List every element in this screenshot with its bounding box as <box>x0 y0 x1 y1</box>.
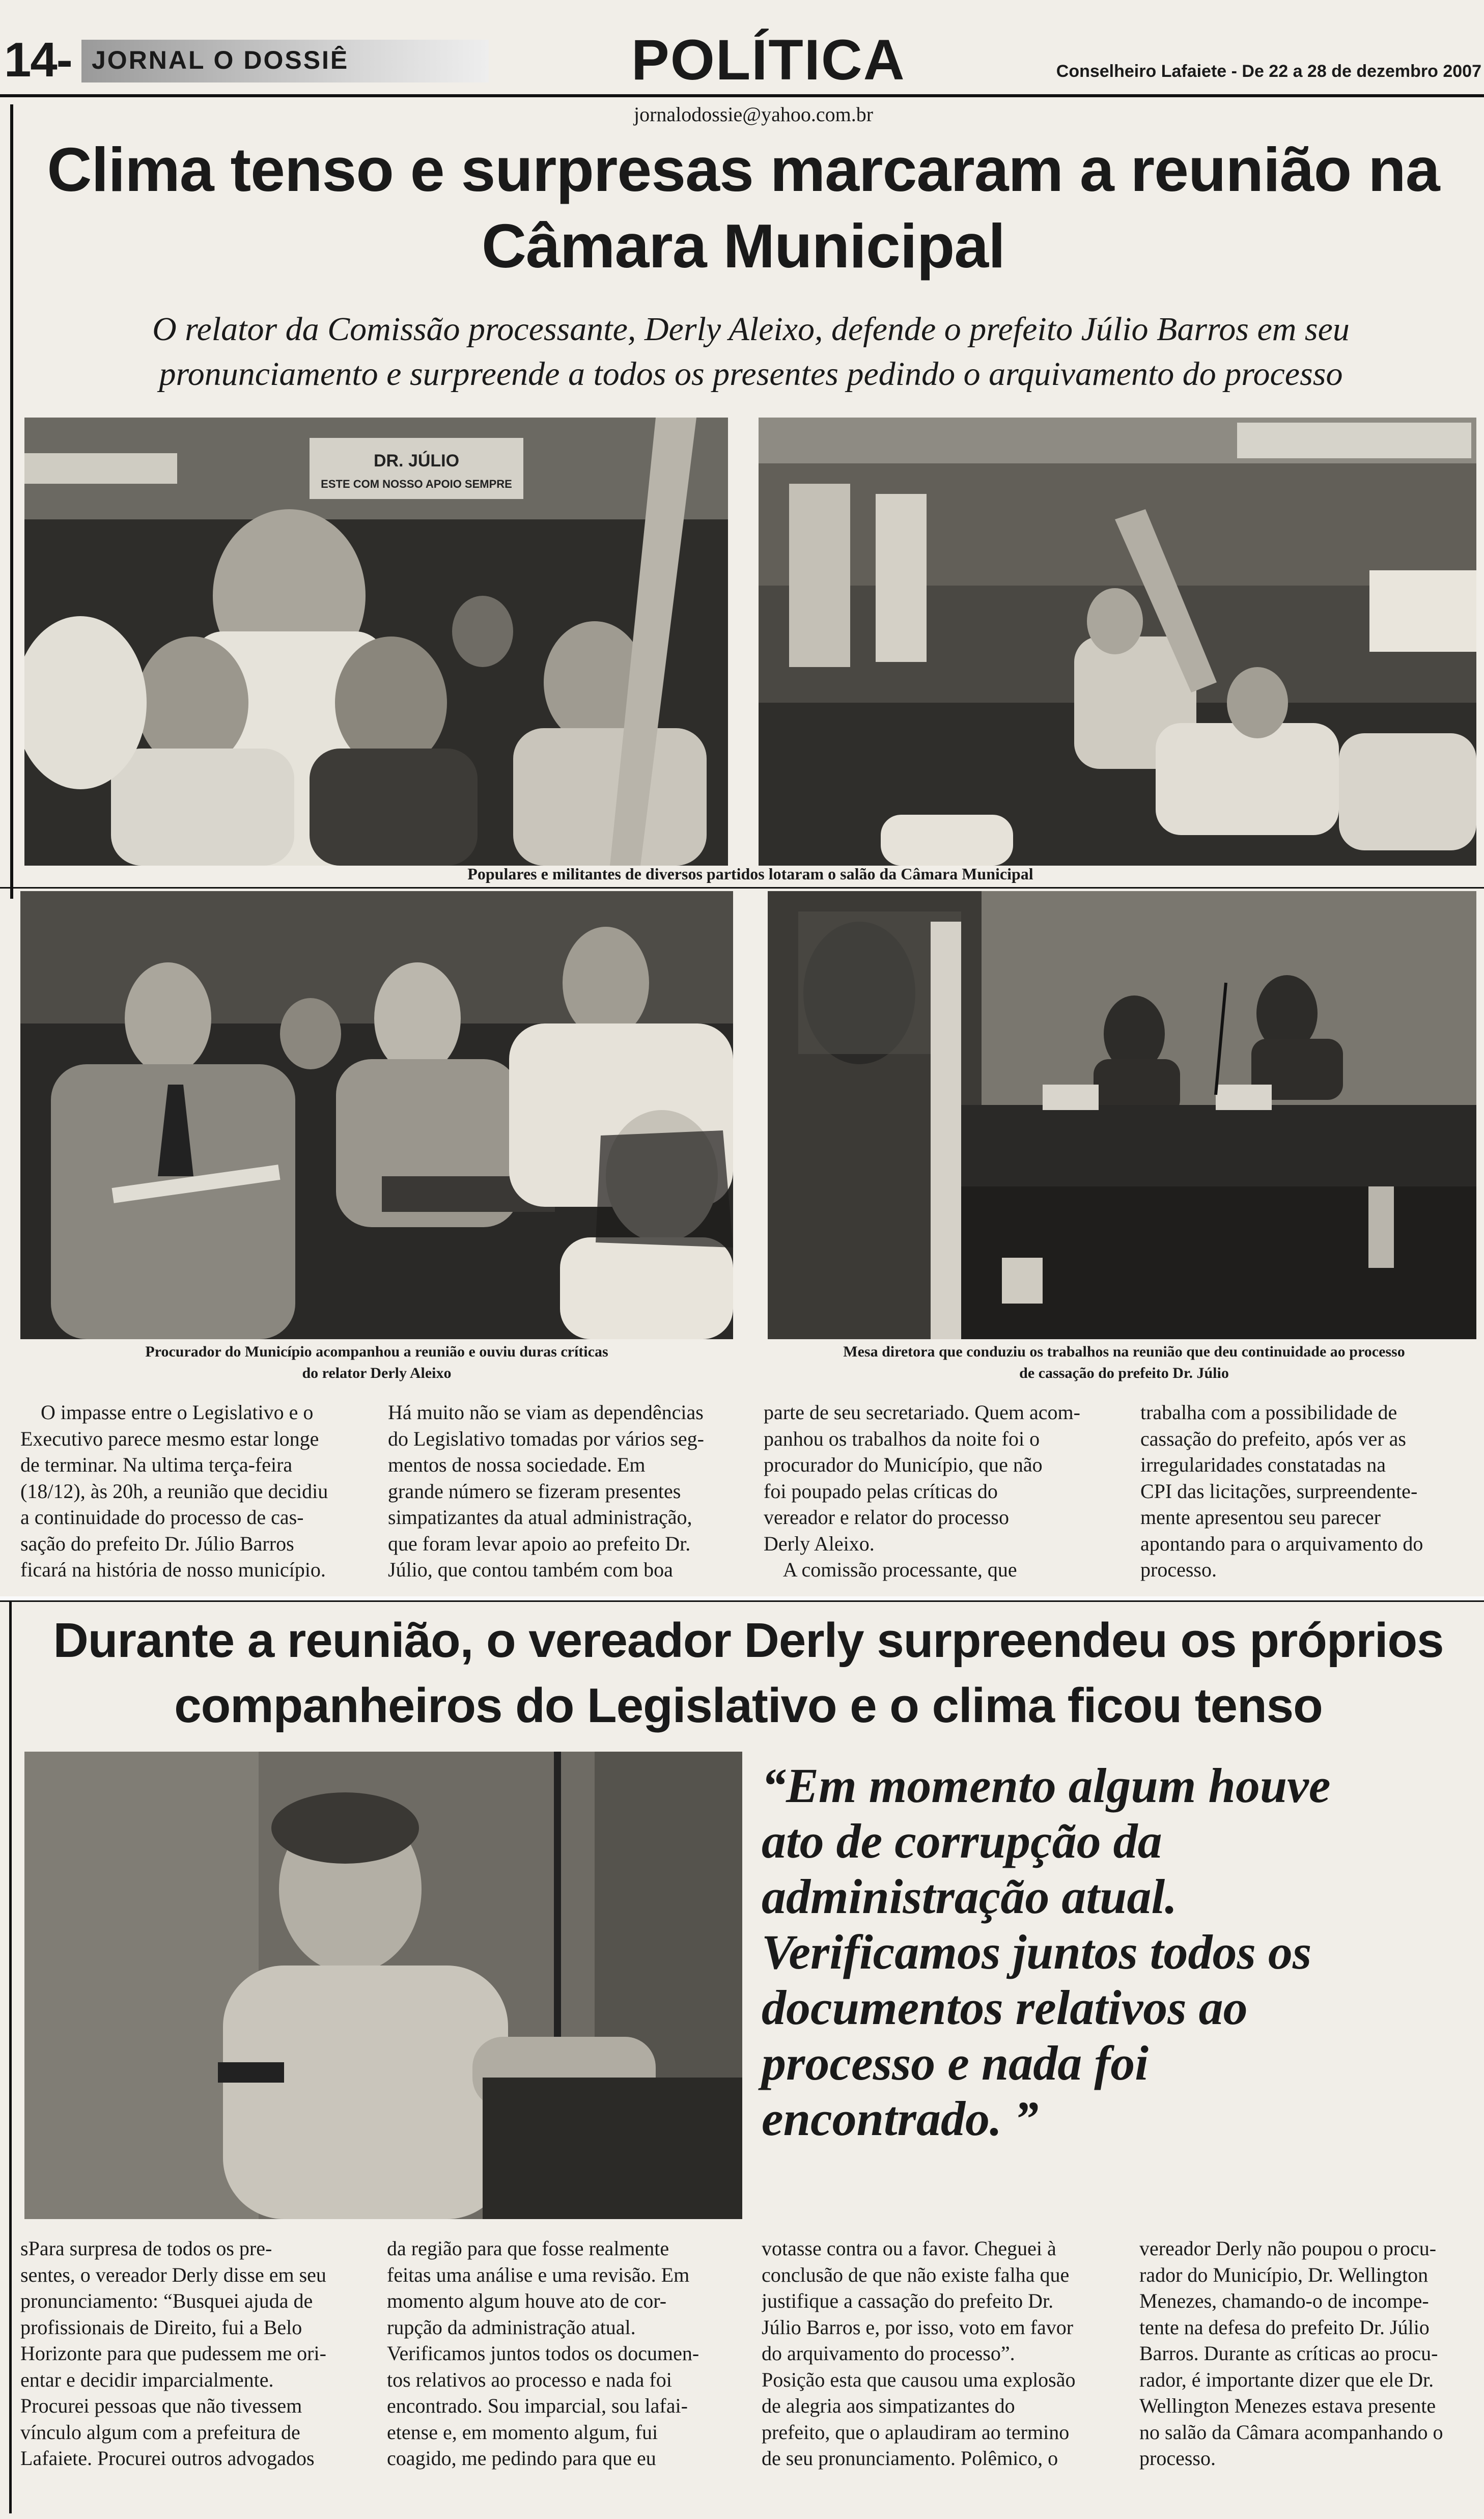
email-address: jornalodossie@yahoo.com.br <box>633 103 874 126</box>
text-line: trabalha com a possibilidade de <box>1140 1401 1397 1424</box>
article1-headline-line1: Clima tenso e surpresas marcaram a reunião na <box>47 135 1440 204</box>
pull-quote-line: ato de corrupção da <box>762 1814 1162 1868</box>
text-line: Lafaiete. Procurei outros advogados <box>20 2447 315 2470</box>
text-line: feitas uma análise e uma revisão. Em <box>387 2263 690 2286</box>
text-line: justifique a cassação do prefeito Dr. <box>762 2289 1054 2312</box>
text-line: Derly Aleixo. <box>764 1532 875 1555</box>
text-line: apontando para o arquivamento do <box>1140 1532 1423 1555</box>
article2-column-1 <box>20 2235 367 2503</box>
article2-headline <box>31 1608 1466 1738</box>
text-line: Barros. Durante as críticas ao procu- <box>1139 2342 1438 2365</box>
text-line: pronunciamento: “Busquei ajuda de <box>20 2289 313 2312</box>
pull-quote <box>762 1758 1474 2146</box>
text-line: mentos de nossa sociedade. Em <box>388 1453 646 1476</box>
pull-quote-line: administração atual. <box>762 1869 1178 1924</box>
text-line: Executivo parece mesmo estar longe <box>20 1427 319 1450</box>
text-line: Júlio, que contou também com boa <box>388 1558 673 1581</box>
text-line: vínculo algum com a prefeitura de <box>20 2420 300 2444</box>
text-line: da região para que fosse realmente <box>387 2237 669 2260</box>
text-line: Verificamos juntos todos os documen- <box>387 2342 699 2365</box>
text-line: sentes, o vereador Derly disse em seu <box>20 2263 326 2286</box>
article2-column-2 <box>387 2235 743 2503</box>
banner-text-line2: ESTE COM NOSSO APOIO SEMPRE <box>321 478 512 490</box>
text-line: sação do prefeito Dr. Júlio Barros <box>20 1532 294 1555</box>
text-line: profissionais de Direito, fui a Belo <box>20 2315 302 2339</box>
text-line: encontrado. Sou imparcial, sou lafai- <box>387 2394 688 2417</box>
text-line: processo. <box>1140 1558 1217 1581</box>
text-line: foi poupado pelas críticas do <box>764 1479 998 1503</box>
text-line: de alegria aos simpatizantes do <box>762 2394 1015 2417</box>
photo-procurador-caption <box>20 1341 733 1384</box>
page-number: 14- <box>4 33 72 87</box>
article1-subhead-line1: O relator da Comissão processante, Derly Aleixo, defende o prefeito Júlio Barros em seu <box>152 311 1350 348</box>
text-line: votasse contra ou a favor. Cheguei à <box>762 2237 1056 2260</box>
photo-procurador-caption-line1: Procurador do Município acompanhou a reunião e ouviu duras críticas <box>145 1343 608 1360</box>
text-line: momento algum houve ato de cor- <box>387 2289 667 2312</box>
text-line: ficará na história de nosso município. <box>20 1558 326 1581</box>
photo-crowd-left <box>24 418 728 866</box>
text-line: panhou os trabalhos da noite foi o <box>764 1427 1040 1450</box>
photo-procurador <box>20 891 733 1339</box>
text-line: tente na defesa do prefeito Dr. Júlio <box>1139 2315 1430 2339</box>
text-line: prefeito, que o aplaudiram ao termino <box>762 2420 1070 2444</box>
article2-left-rule <box>9 1602 12 2513</box>
text-line: conclusão de que não existe falha que <box>762 2263 1070 2286</box>
text-line: Júlio Barros e, por isso, voto em favor <box>762 2315 1074 2339</box>
paper-name: JORNAL O DOSSIÊ <box>92 46 349 74</box>
text-line: Menezes, chamando-o de incompe- <box>1139 2289 1429 2312</box>
pull-quote-line: encontrado. ” <box>762 2091 1039 2146</box>
text-line: processo. <box>1139 2447 1216 2470</box>
text-line: tos relativos ao processo e nada foi <box>387 2368 672 2391</box>
text-line: CPI das licitações, surpreendente- <box>1140 1479 1418 1503</box>
text-line: A comissão processante, que <box>764 1558 1017 1581</box>
article2-headline-line1: Durante a reunião, o vereador Derly surpreendeu os próprios <box>53 1613 1444 1668</box>
text-line: Procurei pessoas que não tivessem <box>20 2394 302 2417</box>
text-line: Há muito não se viam as dependências <box>388 1401 704 1424</box>
masthead <box>0 0 1484 126</box>
text-line: rador, é importante dizer que ele Dr. <box>1139 2368 1434 2391</box>
text-line: Horizonte para que pudessem me ori- <box>20 2342 326 2365</box>
text-line: que foram levar apoio ao prefeito Dr. <box>388 1532 691 1555</box>
issue-date: Conselheiro Lafaiete - De 22 a 28 de dezembro 2007 <box>1056 62 1481 81</box>
pull-quote-line: processo e nada foi <box>762 2036 1149 2090</box>
text-line: a continuidade do processo de cas- <box>20 1506 304 1529</box>
article-separator <box>0 1596 1484 1600</box>
article1-headline-line2: Câmara Municipal <box>481 211 1005 281</box>
text-line: Wellington Menezes estava presente <box>1139 2394 1436 2417</box>
photo-procurador-caption-line2: do relator Derly Aleixo <box>302 1365 452 1381</box>
article1-divider <box>0 887 1484 889</box>
photo-mesa-caption <box>768 1341 1480 1384</box>
article1-subhead <box>41 307 1461 397</box>
text-line: Posição esta que causou uma explosão <box>762 2368 1076 2391</box>
pull-quote-line: Verificamos juntos todos os <box>762 1925 1312 1979</box>
photo-mesa-diretora <box>768 891 1476 1339</box>
text-line: irregularidades constatadas na <box>1140 1453 1386 1476</box>
text-line: cassação do prefeito, após ver as <box>1140 1427 1406 1450</box>
article1-headline <box>31 131 1456 284</box>
photo-vereador-derly <box>24 1752 742 2219</box>
text-line: mente apresentou seu parecer <box>1140 1506 1381 1529</box>
text-line: rador do Município, Dr. Wellington <box>1139 2263 1429 2286</box>
text-line: coagido, me pedindo para que eu <box>387 2447 656 2470</box>
article1-left-rule <box>10 104 13 899</box>
photo-crowd-right <box>759 418 1476 866</box>
text-line: O impasse entre o Legislativo e o <box>41 1401 314 1424</box>
text-line: etense e, em momento algum, fui <box>387 2420 658 2444</box>
text-line: do Legislativo tomadas por vários seg- <box>388 1427 704 1450</box>
article1-column-3 <box>764 1399 1120 1593</box>
article1-column-1 <box>20 1399 367 1593</box>
banner-text-line1: DR. JÚLIO <box>373 451 460 470</box>
article1-column-4 <box>1140 1399 1481 1593</box>
text-line: rupção da administração atual. <box>387 2315 636 2339</box>
text-line: procurador do Município, que não <box>764 1453 1043 1476</box>
article1-subhead-line2: pronunciamento e surpreende a todos os presentes pedindo o arquivamento do processo <box>159 355 1343 393</box>
photo-mesa-caption-line1: Mesa diretora que conduziu os trabalhos na reunião que deu continuidade ao processo <box>843 1343 1405 1360</box>
text-line: parte de seu secretariado. Quem acom- <box>764 1401 1080 1424</box>
article2-column-4 <box>1139 2235 1481 2503</box>
article2-column-3 <box>762 2235 1118 2503</box>
text-line: vereador Derly não poupou o procu- <box>1139 2237 1437 2260</box>
text-line: entar e decidir imparcialmente. <box>20 2368 274 2391</box>
text-line: de terminar. Na ultima terça-feira <box>20 1453 293 1476</box>
photo-top-caption: Populares e militantes de diversos partidos lotaram o salão da Câmara Municipal <box>467 865 1033 883</box>
text-line: vereador e relator do processo <box>764 1506 1009 1529</box>
text-line: de seu pronunciamento. Polêmico, o <box>762 2447 1058 2470</box>
text-line: sPara surpresa de todos os pre- <box>20 2237 272 2260</box>
text-line: grande número se fizeram presentes <box>388 1479 681 1503</box>
article1-column-2 <box>388 1399 744 1593</box>
text-line: (18/12), às 20h, a reunião que decidiu <box>20 1479 328 1503</box>
article2-top-rule <box>0 1600 1484 1602</box>
masthead-rule <box>0 94 1484 97</box>
text-line: do arquivamento do processo”. <box>762 2342 1015 2365</box>
article2-headline-line2: companheiros do Legislativo e o clima ficou tenso <box>174 1678 1323 1733</box>
pull-quote-line: documentos relativos ao <box>762 1980 1248 2035</box>
section-title: POLÍTICA <box>631 28 906 92</box>
photo-mesa-caption-line2: de cassação do prefeito Dr. Júlio <box>1019 1365 1229 1381</box>
text-line: no salão da Câmara acompanhando o <box>1139 2420 1443 2444</box>
pull-quote-line: “Em momento algum houve <box>762 1758 1331 1813</box>
text-line: simpatizantes da atual administração, <box>388 1506 692 1529</box>
